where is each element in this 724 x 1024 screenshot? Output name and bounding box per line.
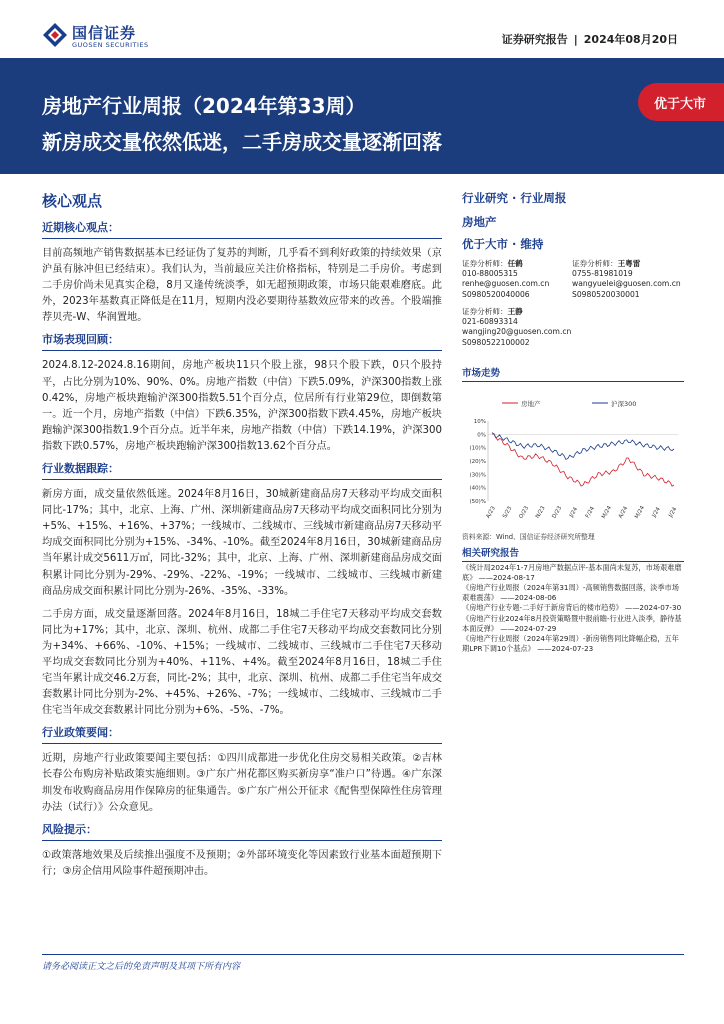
block-text-newhouse: 新房方面，成交量依然低迷。2024年8月16日，30城新建商品房7天移动平均成交面积同比-17%；其中，北京、上海、广州、深圳新建商品房7天移动平均成交面积同比分别为+5%、+15%、+16%、+37%；一线城市、二线城市、三线城市新建商品房7天移动平均成交面积同比分别为+15%、-34%、-10%。截至2024年8月16日，30城新建商品房当年累计成交5611万㎡，同比-32%；其中，北京、上海、广州、深圳新建商品房成交面积累计同比分别为-29%、-29%、-22%、-19%；一线城市、二线城市、三线城市新建商品房成交面积累计同比分别为-26%、-35%、-33%。	[42, 489, 442, 597]
block-heading-data: 行业数据跟踪：	[42, 460, 442, 480]
market-trend-chart	[462, 391, 684, 529]
analyst-phone: 0755-81981019	[572, 269, 633, 279]
section-title: 核心观点	[42, 192, 103, 210]
x-tick-label: J/24	[568, 506, 580, 519]
analyst-cert: S0980520030001	[572, 289, 640, 299]
company-logo	[42, 22, 182, 52]
core-views-column	[42, 190, 442, 880]
block-text-policy: 近期，房地产行业政策要闻主要包括：①四川成都进一步优化住房交易相关政策。②吉林长春公布购房补贴政策实施细则。③广东广州花都区购买新房享“准户口”待遇。④广东深圳发布收购商品房用作保障房的征集通告。⑤广东广州公开征求《配售型保障性住房管理办法（试行）》公众意见。	[42, 753, 442, 813]
x-tick-label: A/24	[617, 505, 630, 520]
footer-divider	[42, 954, 684, 955]
y-tick-label: 10%	[473, 419, 486, 425]
meta-separator: |	[573, 33, 578, 46]
x-tick-label: A/23	[485, 505, 497, 520]
logo-text-en: GUOSEN SECURITIES	[72, 41, 149, 49]
x-tick-label: M/24	[600, 505, 613, 520]
analyst-email[interactable]: wangyuelei@guosen.com.cn	[572, 279, 681, 289]
related-report-item[interactable]: 《房地产行业2024年8月投资策略暨中报前瞻-行业进入淡季，静待基本面反弹》 ——2024-07-29	[462, 613, 682, 633]
block-heading-policy: 行业政策要闻：	[42, 724, 442, 744]
footer-disclaimer: 请务必阅读正文之后的免责声明及其项下所有内容	[42, 962, 241, 972]
y-tick-label: (20)%	[469, 459, 486, 465]
x-tick-label: M/24	[634, 505, 647, 520]
report-type: 证券研究报告	[501, 33, 568, 46]
industry-name: 房地产	[462, 215, 497, 229]
x-tick-label: O/23	[518, 505, 531, 520]
x-tick-label: D/23	[551, 505, 564, 520]
report-subtitle: 新房成交量依然低迷，二手房成交量逐渐回落	[42, 130, 442, 154]
y-tick-label: (40)%	[469, 485, 486, 492]
x-tick-label: N/23	[534, 505, 547, 520]
industry-rating: 优于大市 · 维持	[462, 237, 544, 251]
chart-source: 资料来源：Wind、国信证券经济研究所整理	[462, 533, 595, 541]
x-tick-label: F/24	[584, 505, 597, 520]
legend-label: 沪深300	[611, 400, 637, 408]
analyst-email[interactable]: renhe@guosen.com.cn	[462, 279, 550, 289]
logo-text-cn: 国信证券	[72, 24, 137, 42]
report-date: 2024年08月20日	[583, 33, 678, 46]
x-tick-label: J/24	[651, 506, 662, 519]
related-report-item[interactable]: 《房地产行业周报（2024年第29周）-新房销售同比降幅企稳，五年期LPR下调10个基点》 ——2024-07-23	[462, 634, 679, 653]
block-text-core: 目前高频地产销售数据基本已经证伪了复苏的判断，几乎看不到利好政策的持续效果（京沪虽有脉冲但已经结束）。我们认为，当前最应关注价格指标，特别是二手房价。考虑到二手房价尚未见真实企稳，8月又逢传统淡季，如无超预期政策，市场只能艰难磨底。此外，2023年基数真正降低是在11月，短期内没必要期待基数效应带来的改善。个股端推荐贝壳-W、华润置地。	[42, 248, 442, 324]
analyst-card: 证券分析师：任鹤 010-88005315 renhe@guosen.com.cn S0980520040006	[462, 259, 572, 300]
series-line-1	[492, 433, 674, 460]
analyst-card: 证券分析师：王粤雷 0755-81981019 wangyuelei@guosen.com.cn S0980520030001	[572, 259, 684, 300]
analyst-card: 证券分析师：王静 021-60893314 wangjing20@guosen.com.cn S0980522100002	[462, 307, 572, 347]
x-tick-label: S/23	[501, 505, 514, 520]
rating-tag: 优于大市	[638, 83, 724, 121]
block-heading-market: 市场表现回顾：	[42, 331, 442, 351]
block-heading-core: 近期核心观点：	[42, 219, 442, 239]
block-text-market: 2024.8.12-2024.8.16期间，房地产板块11只个股上涨，98只个股下跌，0只个股持平，占比分别为10%、90%、0%。房地产指数（中信）下跌5.09%，沪深300指数上涨0.42%，房地产板块跑输沪深300指数5.51个百分点，位居所有行业第29位，即倒数第一。近一个月，房地产指数（中信）下跌6.35%，沪深300指数下跌4.45%，房地产板块跑输沪深300指数1.9个百分点。近半年来，房地产指数（中信）下跌14.19%，沪深300指数下跌0.57%，房地产板块跑输沪深300指数13.62个百分点。	[42, 360, 442, 452]
related-reports-list	[462, 563, 684, 654]
y-tick-label: 0%	[477, 432, 486, 439]
related-report-item[interactable]: 《房地产行业周报（2024年第31周）-高频销售数据回落，淡季市场艰难震荡》 ——2024-08-06	[462, 583, 679, 602]
chart-heading: 市场走势	[462, 365, 684, 382]
analyst-name: 王粤雷	[617, 259, 641, 268]
y-tick-label: (30)%	[469, 472, 486, 479]
related-heading: 相关研究报告	[462, 545, 684, 562]
report-meta	[502, 31, 678, 47]
analyst-email[interactable]: wangjing20@guosen.com.cn	[462, 327, 572, 337]
analyst-cert: S0980520040006	[462, 289, 530, 299]
analyst-phone: 010-88005315	[462, 269, 518, 279]
series-line-0	[492, 434, 674, 487]
block-heading-risk: 风险提示：	[42, 821, 442, 841]
analyst-name: 王静	[507, 307, 523, 316]
related-report-item[interactable]: 《统计局2024年1-7月房地产数据点评-基本面尚未复苏，市场艰难磨底》 ——2024-08-17	[462, 563, 682, 582]
y-tick-label: (50)%	[469, 499, 486, 505]
block-text-secondhand: 二手房方面，成交量逐渐回落。2024年8月16日，18城二手住宅7天移动平均成交套数同比为+17%；其中，北京、深圳、杭州、成都二手住宅7天移动平均成交套数同比分别为+34%、+66%、-10%、+15%；一线城市、二线城市、三线城市二手住宅7天移动平均成交套数同比分别为+40%、+11%、+4%。截至2024年8月16日，18城二手住宅当年累计成交46.2万套，同比-2%；其中，北京、深圳、杭州、成都二手住宅当年成交套数累计同比分别为-2%、+45%、+26%、-7%；一线城市、二线城市、三线城市二手住宅当年成交套数累计同比分别为+6%、-5%、-7%。	[42, 608, 442, 717]
y-tick-label: (10)%	[469, 445, 486, 452]
logo-emblem-icon	[42, 22, 68, 48]
related-report-item[interactable]: 《房地产行业专题-二手好于新房背后的楼市趋势》 ——2024-07-30	[462, 603, 682, 613]
analyst-name: 任鹤	[507, 259, 523, 268]
legend-label: 房地产	[521, 400, 541, 408]
report-title: 房地产行业周报（2024年第33周）	[42, 94, 366, 118]
block-text-risk: ①政策落地效果及后续推出强度不及预期；②外部环境变化等因素致行业基本面超预期下行；③房企信用风险事件超预期冲击。	[42, 849, 442, 877]
analyst-phone: 021-60893314	[462, 317, 518, 327]
industry-line: 行业研究 · 行业周报	[462, 191, 567, 205]
analyst-cert: S0980522100002	[462, 337, 530, 347]
x-tick-label: J/24	[667, 506, 679, 519]
